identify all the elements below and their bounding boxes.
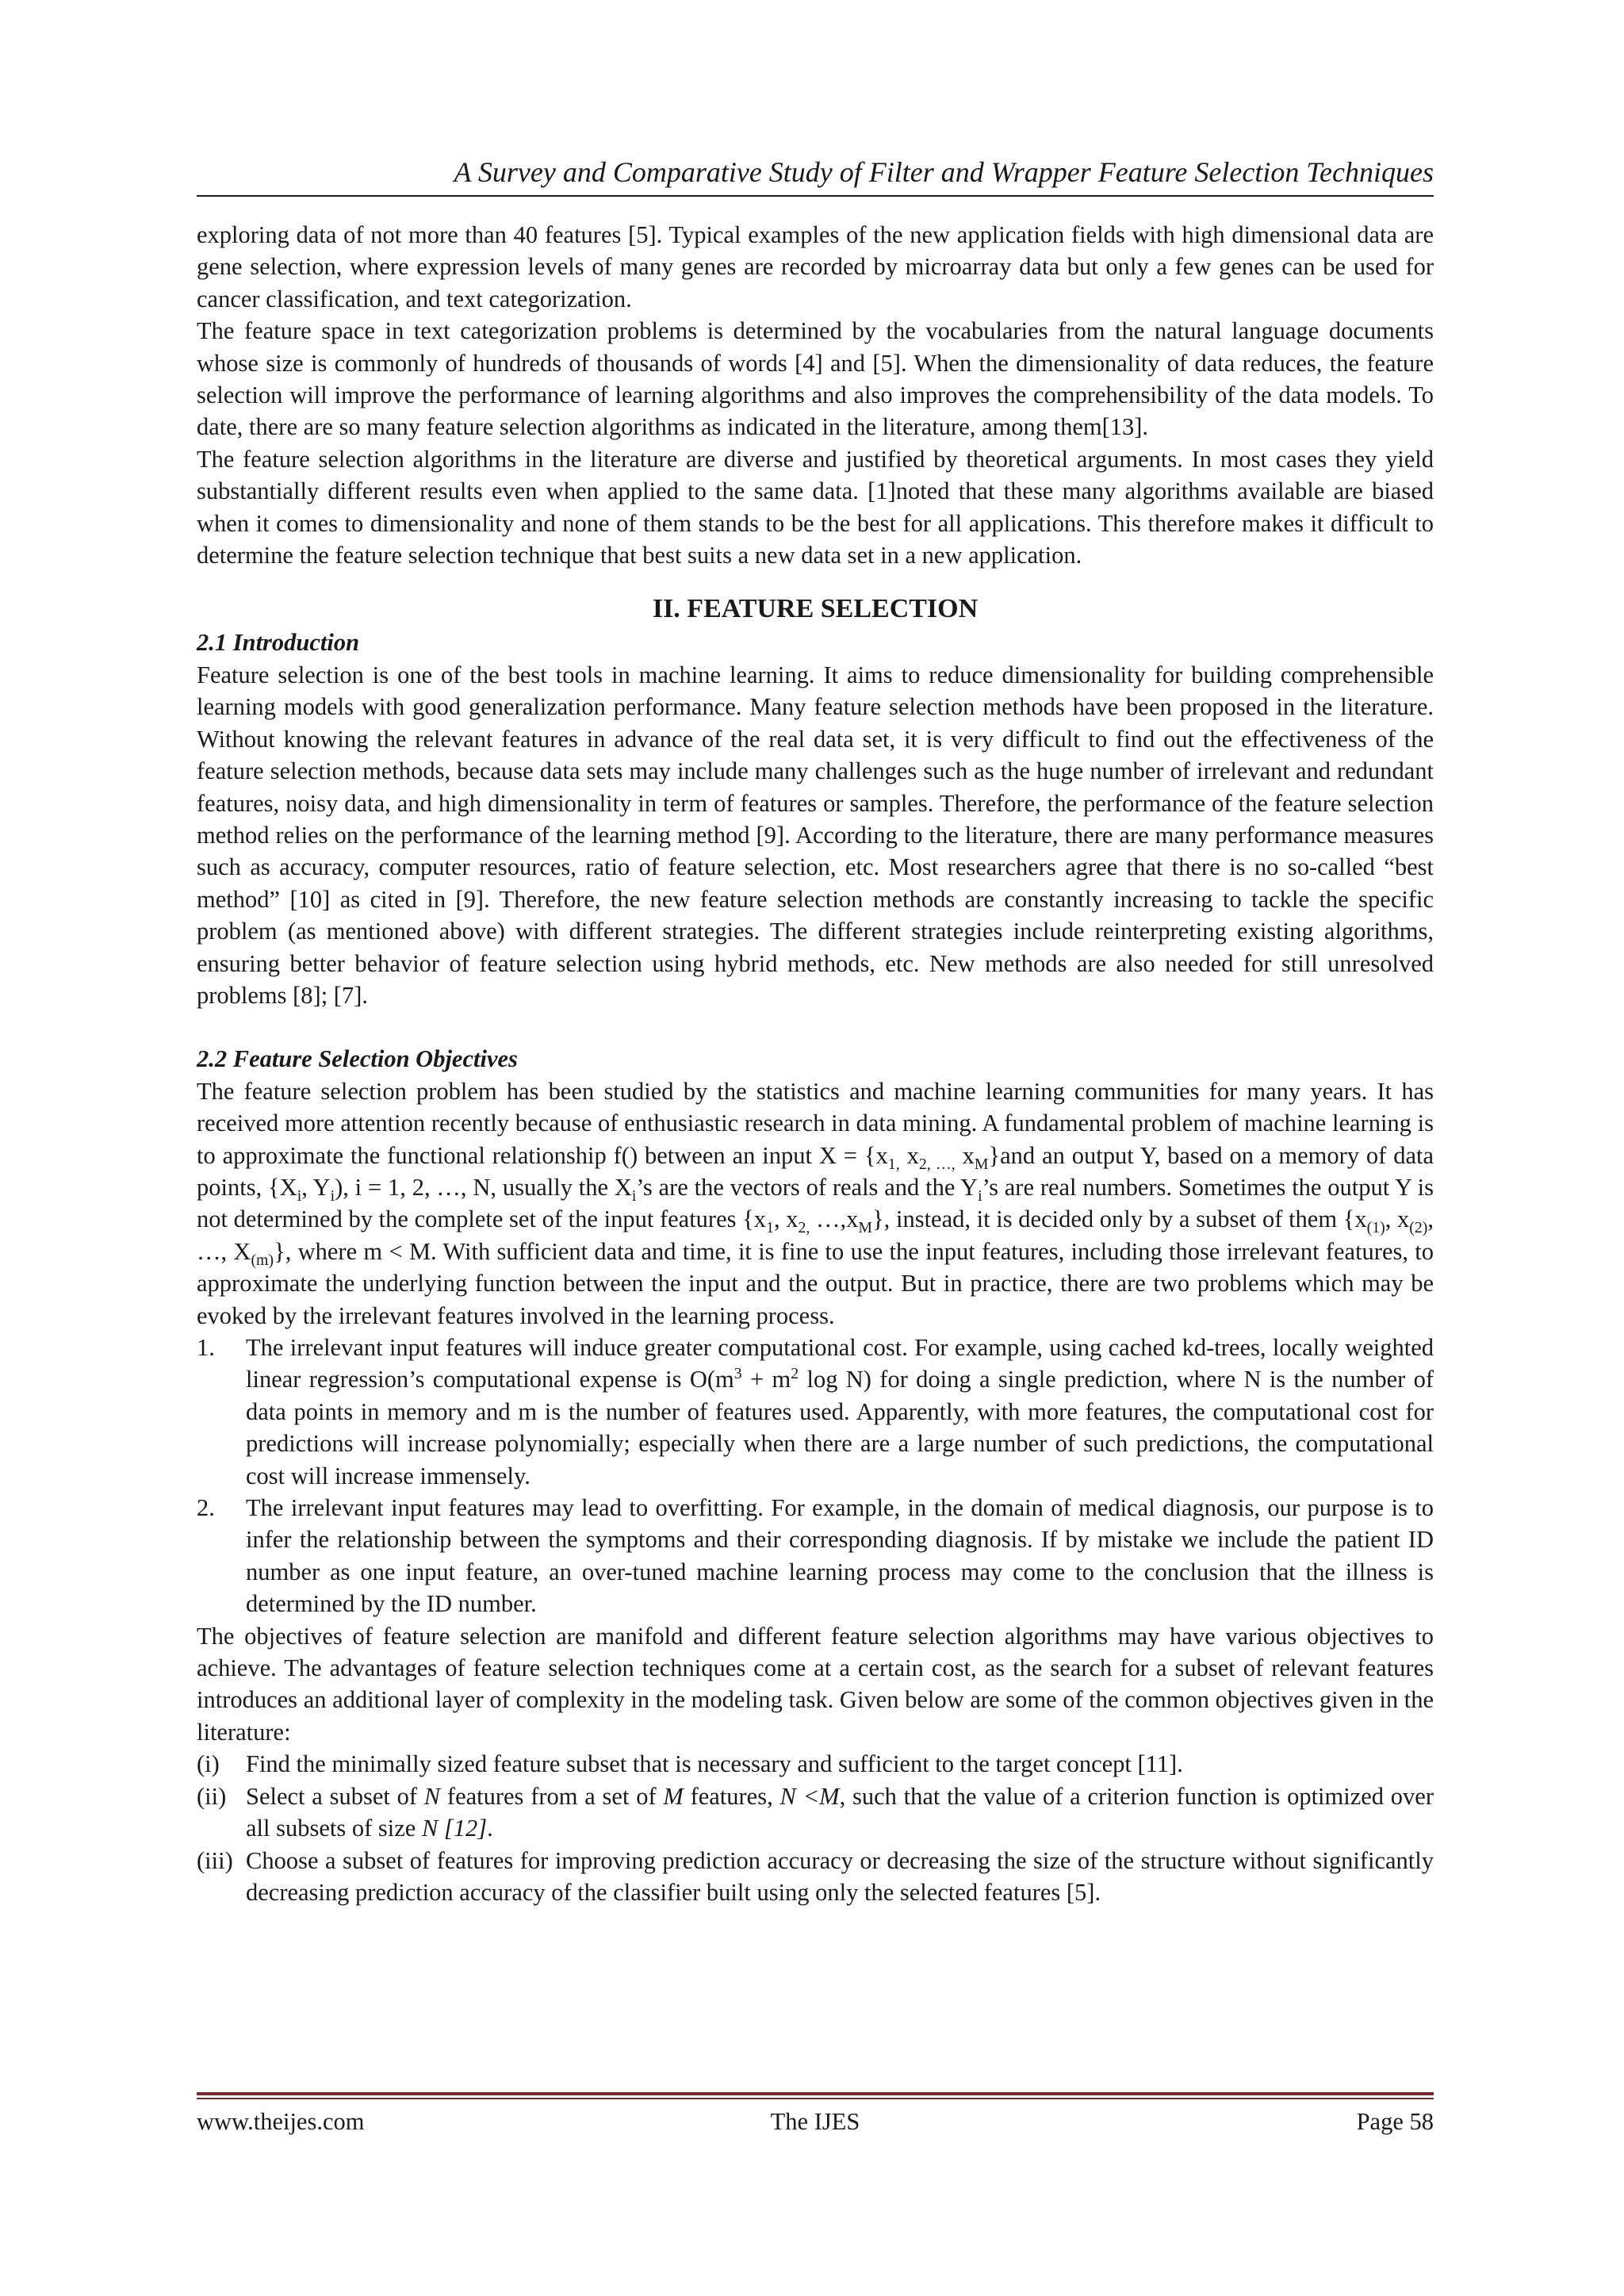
footer-rule — [197, 2098, 1434, 2099]
list-item: (ii) Select a subset of N features from a set of M features, N <M, such that the value of a criterion function is optimized over all subsets of size N [12]. — [197, 1782, 1434, 1842]
list-item: (i) Find the minimally sized feature subset that is necessary and sufficient to the target concept [11]. — [197, 1750, 1183, 1778]
footer-rule — [197, 2092, 1434, 2095]
paragraph: The objectives of feature selection are manifold and different feature selection algorithms may have various objectives to achieve. The advantages of feature selection techniques come at a certain cost, as the search for a subset of relevant features introduces an additional layer of complexity in the modeling task. Given below are some of the common objectives given in the literature: — [197, 1622, 1434, 1746]
header-rule — [197, 195, 1434, 197]
paragraph-formula: The feature selection problem has been studied by the statistics and machine learning communities for many years. It has received more attention recently because of enthusiastic research in data mining. A fundamental problem of machine learning is to approximate the functional relationship f() between an input $X = \{x_{1,}$ $x_{2, \dots,}$ $x_M\}and$ an output Y, based on a memory of data points, {$X_i$, $Y_i$), i = 1, 2, …, N, usually the $X_i’s$ are the vectors of reals and the $Y_i’s$ are real numbers. Sometimes the output Y is not determined by the complete set of the input features {$x_1$, $x_{2,}$ $\dots,x_M$}, instead, it is decided only by a subset of them {$x_{(1)}$, $x_{(2)}$, …, $X_{(m)}$}, where m < M. With sufficient data and time, it is fine to use the input features, including those irrelevant features, to approximate the underlying function between the input and the output. But in practice, there are two problems which may be evoked by the irrelevant features involved in the learning process. — [197, 1077, 1434, 1329]
paragraph: Feature selection is one of the best tools in machine learning. It aims to reduce dimensionality for building comprehensible learning models with good generalization performance. Many feature selection methods have been proposed in the literature. Without knowing the relevant features in advance of the real data set, it is very difficult to find out the effectiveness of the feature selection methods, because data sets may include many challenges such as the huge number of irrelevant and redundant features, noisy data, and high dimensionality in term of features or samples. Therefore, the performance of the feature selection method relies on the performance of the learning method [9]. According to the literature, there are many performance measures such as accuracy, computer resources, ratio of feature selection, etc. Most researchers agree that there is no so-called “best method” [10] as cited in [9]. Therefore, the new feature selection methods are constantly increasing to tackle the specific problem (as mentioned above) with different strategies. The different strategies include reinterpreting existing algorithms, ensuring better behavior of feature selection using hybrid methods, etc. New methods are also needed for still unresolved problems [8]; [7]. — [197, 661, 1434, 1009]
section-title: II. FEATURE SELECTION — [652, 594, 979, 624]
list-item: 2. The irrelevant input features may lead to overfitting. For example, in the domain of medical diagnosis, our purpose is to infer the relationship between the symptoms and their corresponding diagnosis. If by mistake we include the patient ID number as one input feature, an over-tuned machine learning process may come to the conclusion that the illness is determined by the ID number. — [197, 1494, 1434, 1618]
subsection-title: 2.2 Feature Selection Objectives — [197, 1045, 518, 1073]
problem-list — [197, 1332, 1434, 1620]
subsection-title: 2.1 Introduction — [197, 629, 360, 657]
footer-url: www.theijes.com — [197, 2108, 365, 2135]
list-item: 1. The irrelevant input features will induce greater computational cost. For example, using cached kd-trees, locally weighted linear regression’s computational expense is $O(m^3 + m^2$ log N) for doing a single prediction, where N is the number of data points in memory and m is the number of features used. Apparently, with more features, the computational cost for predictions will increase polynomially; especially when there are a large number of such predictions, the computational cost will increase immensely. — [197, 1334, 1434, 1489]
footer-journal: The IJES — [770, 2108, 860, 2135]
paragraph: exploring data of not more than 40 features [5]. Typical examples of the new application fields with high dimensional data are gene selection, where expression levels of many genes are recorded by microarray data but only a few genes can be used for cancer classification, and text categorization. — [197, 221, 1434, 312]
objectives-list — [197, 1748, 1434, 1908]
list-item: (iii) Choose a subset of features for improving prediction accuracy or decreasing the size of the structure without significantly decreasing prediction accuracy of the classifier built using only the selected features [5]. — [197, 1846, 1434, 1906]
paragraph: The feature space in text categorization problems is determined by the vocabularies from the natural language documents whose size is commonly of hundreds of thousands of words [4] and [5]. When the dimensionality of data reduces, the feature selection will improve the performance of learning algorithms and also improves the comprehensibility of the data models. To date, there are so many feature selection algorithms as indicated in the literature, among them[13]. — [197, 317, 1434, 441]
article-body — [197, 219, 1434, 1908]
footer-page-number: Page 58 — [1356, 2108, 1434, 2135]
running-header: A Survey and Comparative Study of Filter and Wrapper Feature Selection Techniques — [454, 156, 1434, 188]
paragraph: The feature selection algorithms in the literature are diverse and justified by theoretical arguments. In most cases they yield substantially different results even when applied to the same data. [1]noted that these many algorithms available are biased when it comes to dimensionality and none of them stands to be the best for all applications. This therefore makes it difficult to determine the feature selection technique that best suits a new data set in a new application. — [197, 445, 1434, 569]
